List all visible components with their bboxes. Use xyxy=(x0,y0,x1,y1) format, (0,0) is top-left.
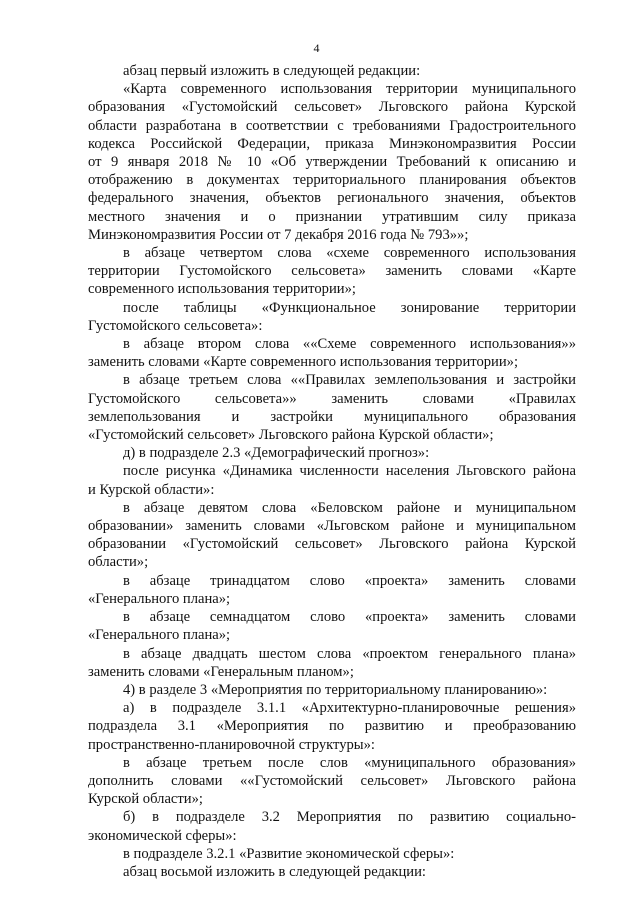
text-line: после рисунка «Динамика численности населения Льговского района xyxy=(123,463,576,480)
text-line: образования «Густомойский сельсовет» Льговского района Курской xyxy=(88,99,576,116)
text-line: в подразделе 3.2.1 «Развитие экономической сферы»: xyxy=(123,845,455,862)
text-line: землепользования и застройки муниципального образования xyxy=(88,408,576,425)
text-line: заменить словами «Карте современного использования территории»; xyxy=(88,354,519,371)
text-line: в абзаце тринадцатом слово «проекта» заменить словами xyxy=(123,572,576,589)
text-line: после таблицы «Функциональное зонирование территории xyxy=(123,299,576,316)
text-line: области»; xyxy=(88,554,149,571)
text-line: отображению в документах территориального планирования объектов xyxy=(88,172,576,189)
text-line: д) в подразделе 2.3 «Демографический прогноз»: xyxy=(123,445,430,462)
text-line: образовании «Густомойский сельсовет» Льговского района Курской xyxy=(88,536,576,553)
text-line: «Карта современного использования территории муниципального xyxy=(123,81,576,98)
text-line: б) в подразделе 3.2 Мероприятия по развитию социально- xyxy=(123,809,576,826)
text-line: области разработана в соответствии с требованиями Градостроительного xyxy=(88,117,576,134)
text-line: абзац восьмой изложить в следующей редакции: xyxy=(123,863,426,880)
text-line: 4) в разделе 3 «Мероприятия по территориальному планированию»: xyxy=(123,681,548,698)
text-line: Густомойского сельсовета»» заменить словами «Правилах xyxy=(88,390,576,407)
text-line: подраздела 3.1 «Мероприятия по развитию и преобразованию xyxy=(88,718,576,735)
text-line: заменить словами «Генеральным планом»; xyxy=(88,663,354,680)
text-line: в абзаце двадцать шестом слова «проектом генерального плана» xyxy=(123,645,576,662)
text-line: в абзаце семнадцатом слово «проекта» заменить словами xyxy=(123,609,576,626)
text-line: пространственно-планировочной структуры»: xyxy=(88,736,375,753)
text-line: современного использования территории»; xyxy=(88,281,356,298)
text-line: абзац первый изложить в следующей редакции: xyxy=(123,63,421,79)
text-line: и Курской области»: xyxy=(88,481,215,498)
text-line: федерального значения, объектов регионального значения, объектов xyxy=(88,190,576,207)
document-body xyxy=(88,62,576,881)
text-line: дополнить словами ««Густомойский сельсовет» Льговского района xyxy=(88,772,576,789)
text-line: Густомойского сельсовета»: xyxy=(88,317,263,334)
text-line: местного значения и о признании утратившим силу приказа xyxy=(88,208,576,225)
text-line: от 9 января 2018 № 10 «Об утверждении Требований к описанию и xyxy=(88,154,576,171)
text-line: образовании» заменить словами «Льговском районе и муниципальном xyxy=(88,518,576,535)
text-line: экономической сферы»: xyxy=(88,827,237,844)
text-line: а) в подразделе 3.1.1 «Архитектурно-планировочные решения» xyxy=(123,700,576,717)
text-line: Минэкономразвития России от 7 декабря 2016 года № 793»»; xyxy=(88,226,469,243)
text-line: в абзаце третьем после слов «муниципального образования» xyxy=(123,754,576,771)
page-number: 4 xyxy=(313,41,320,55)
text-line: «Генерального плана»; xyxy=(88,590,231,607)
text-line: в абзаце девятом слова «Беловском районе и муниципальном xyxy=(123,499,576,516)
text-line: в абзаце четвертом слова «схеме современного использования xyxy=(123,245,576,262)
text-line: «Генерального плана»; xyxy=(88,627,231,644)
text-line: территории Густомойского сельсовета» заменить словами «Карте xyxy=(88,263,576,280)
text-line: кодекса Российской Федерации, приказа Минэкономразвития России xyxy=(88,135,576,152)
text-line: «Густомойский сельсовет» Льговского района Курской области»; xyxy=(88,427,494,444)
text-line: в абзаце втором слова ««Схеме современного использования»» xyxy=(123,336,576,353)
text-line: Курской области»; xyxy=(88,791,203,808)
text-line: в абзаце третьем слова ««Правилах землепользования и застройки xyxy=(123,372,576,389)
